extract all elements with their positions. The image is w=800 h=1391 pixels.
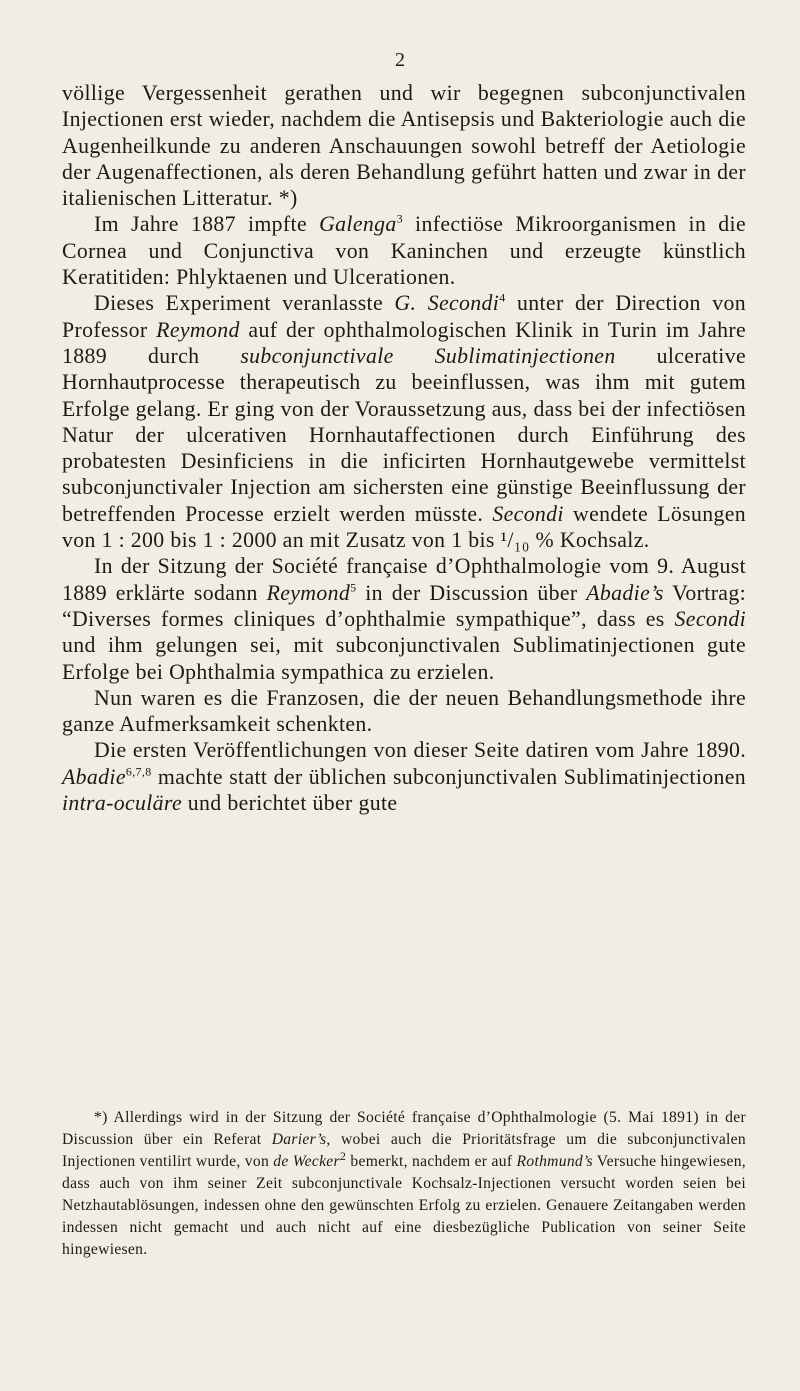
paragraph — [62, 685, 746, 738]
text-run: und berichtet über gute — [181, 791, 398, 816]
page-number: 2 — [395, 49, 405, 71]
text-run: wendete Lösungen von 1 : 200 bis 1 : 2000 an mit Zusatz von 1 bis ¹/₁₀ % Kochsalz. — [62, 501, 746, 553]
italic-text: Secondi — [674, 606, 746, 631]
italic-text: G. Secondi — [394, 291, 500, 316]
paragraph — [62, 80, 746, 211]
text-run: , wobei auch die Prioritätsfrage um die subconjunctivalen Injectionen ventilirt wurde, von — [62, 1131, 746, 1170]
text-run: *) Allerdings wird in der Sitzung der Société française d’Ophthalmologie (5. Mai 1891) in der Discussion über ein Referat — [62, 1109, 746, 1148]
paragraph — [62, 737, 746, 816]
text-run: und ihm gelungen sei, mit subconjunctivalen Sublimatinjectionen gute Erfolge bei Ophthalmia sympathica zu erzielen. — [62, 633, 746, 684]
body-text — [62, 80, 746, 816]
text-run: In der Sitzung der Société française d’Ophthalmologie vom 9. August 1889 erklärte sodann — [62, 554, 746, 605]
text-run: Nun waren es die Franzosen, die der neuen Behandlungsmethode ihre ganze Aufmerksamkeit schenkten. — [62, 685, 746, 737]
italic-text: de Wecker — [273, 1153, 340, 1170]
italic-text: Rothmund’s — [516, 1153, 593, 1170]
reference-number: 4 — [499, 291, 506, 306]
footnote — [62, 1107, 746, 1261]
text-run: Versuche hingewiesen, dass auch von ihm seiner Zeit subconjunctivale Kochsalz-Injectionen versucht worden seien bei Netzhautablösungen, indessen ohne den gewünschten Erfolg zu erzielen. Genauere Zeitangaben werden indessen nicht gemacht und auch nicht auf eine diesbezügliche Publication von seiner Seite hingewiesen. — [62, 1153, 746, 1258]
italic-text: Reymond — [266, 580, 351, 605]
reference-number: 5 — [350, 580, 357, 595]
italic-text: Galenga — [319, 212, 397, 237]
text-run: bemerkt, nachdem er auf — [346, 1153, 517, 1170]
italic-text: Darier’s — [271, 1131, 327, 1148]
text-run: Dieses Experiment veranlasste — [94, 291, 395, 316]
paragraph — [62, 553, 746, 684]
reference-number: 3 — [396, 212, 403, 227]
text-run: unter der Direction von Professor — [62, 291, 746, 342]
italic-text: Secondi — [492, 501, 564, 526]
italic-text: subconjunctivale Sublimatinjectionen — [240, 343, 616, 368]
italic-text: Reymond — [156, 317, 240, 342]
text-run: Die ersten Veröffentlichungen von dieser Seite datiren vom Jahre 1890. — [94, 738, 746, 763]
italic-text: Abadie’s — [586, 580, 664, 605]
italic-text: intra-oculäre — [62, 791, 182, 816]
text-run: Vortrag: “Diverses formes cliniques d’ophthalmie sympathique”, dass es — [62, 580, 746, 631]
text-run: auf der ophthalmologischen Klinik in Turin im Jahre 1889 durch — [62, 317, 746, 368]
text-run: infectiöse Mikroorganismen in die Cornea und Conjunctiva von Kaninchen und erzeugte künstlich Keratitiden: Phlyktaenen und Ulcerationen. — [62, 212, 746, 290]
reference-number: 2 — [339, 1148, 347, 1163]
paragraph — [62, 290, 746, 553]
text-run: machte statt der üblichen subconjunctivalen Sublimatinjectionen — [151, 764, 746, 789]
text-run: ulcerative Hornhautprocesse therapeutisch zu beeinflussen, was ihm mit gutem Erfolge gelang. Er ging von der Voraussetzung aus, dass bei der infectiösen Natur der ulcerativen Hornhautaffectionen durch Einführung des probatesten Desinficiens in die inficirten Hornhautgewebe vermittelst subconjunctivaler Injection am sichersten eine günstige Beeinflussung der betreffenden Processe erzielt werden müsste. — [62, 343, 746, 526]
reference-number: 6,7,8 — [125, 764, 152, 779]
paragraph — [62, 211, 746, 290]
text-run: völlige Vergessenheit gerathen und wir begegnen subconjunctivalen Injectionen erst wieder, nachdem die Antisepsis und Bakteriologie auch die Augenheilkunde zu anderen Anschauungen sowohl betreff der Aetiologie der Augenaffectionen, als deren Behandlung geführt hatten und zwar in der italienischen Litteratur. *) — [62, 81, 746, 211]
italic-text: Abadie — [62, 764, 126, 789]
text-run: in der Discussion über — [356, 580, 587, 605]
text-run: Im Jahre 1887 impfte — [94, 212, 320, 237]
